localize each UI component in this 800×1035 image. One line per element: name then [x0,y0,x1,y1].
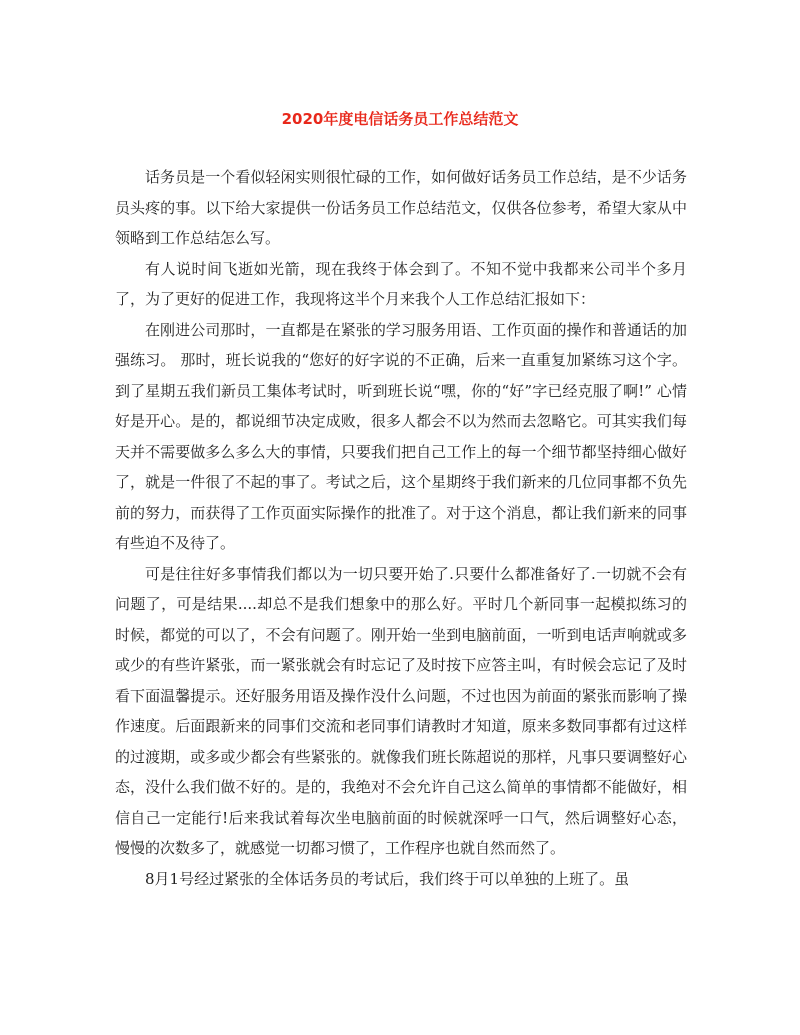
paragraph-1: 话务员是一个看似轻闲实则很忙碌的工作，如何做好话务员工作总结，是不少话务员头疼的事。以下给大家提供一份话务员工作总结范文，仅供各位参考，希望大家从中领略到工作总结怎么写。 [115,168,687,247]
paragraph-2: 有人说时间飞逝如光箭，现在我终于体会到了。不知不觉中我都来公司半个多月了，为了更好的促进工作，我现将这半个月来我个人工作总结汇报如下： [115,259,687,308]
paragraph-4: 可是往往好多事情我们都以为一切只要开始了.只要什么都准备好了.一切就不会有问题了，可是结果....却总不是我们想象中的那么好。平时几个新同事一起模拟练习的时候，都觉的可以了，不会有问题了。刚开始一坐到电脑前面，一听到电话声响就或多或少的有些许紧张，而一紧张就会有时忘记了及时按下应答主叫，有时候会忘记了及时看下面温馨提示。还好服务用语及操作没什么问题，不过也因为前面的紧张而影响了操作速度。后面跟新来的同事们交流和老同事们请教时才知道，原来多数同事都有过这样的过渡期，或多或少都会有些紧张的。就像我们班长陈超说的那样，凡事只要调整好心态，没什么我们做不好的。是的，我绝对不会允许自己这么简单的事情都不能做好，相信自己一定能行!后来我试着每次坐电脑前面的时候就深呼一口气，然后调整好心态，慢慢的次数多了，就感觉一切都习惯了，工作程序也就自然而然了。 [115,564,687,857]
paragraph-5: 8月1号经过紧张的全体话务员的考试后，我们终于可以单独的上班了。虽 [145,869,630,888]
document-title: 2020年度电信话务员工作总结范文 [281,110,519,128]
document-body [115,162,687,894]
paragraph-3: 在刚进公司那时，一直都是在紧张的学习服务用语、工作页面的操作和普通话的加强练习。 那时，班长说我的“您好的好字说的不正确，后来一直重复加紧练习这个字。到了星期五我们新员工集体考试时，听到班长说“嘿，你的“好”字已经克服了啊!” 心情好是开心。是的，都说细节决定成败，很多人都会不以为然而去忽略它。可其实我们每天并不需要做多么多么大的事情，只要我们把自己工作上的每一个细节都坚持细心做好了，就是一件很了不起的事了。考试之后，这个星期终于我们新来的几位同事都不负先前的努力，而获得了工作页面实际操作的批准了。对于这个消息，都让我们新来的同事有些迫不及待了。 [115,320,687,552]
